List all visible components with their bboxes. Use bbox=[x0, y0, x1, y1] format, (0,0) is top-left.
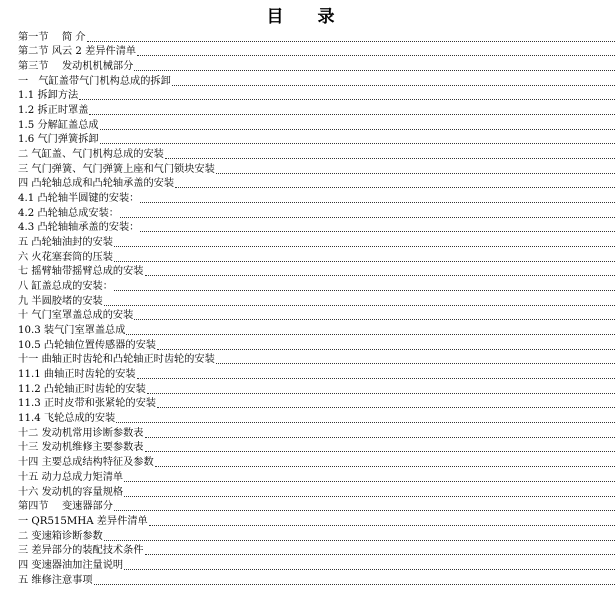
toc-entry[interactable] bbox=[18, 484, 615, 499]
dot-leader bbox=[114, 509, 615, 511]
toc-entry-label: 十三 发动机维修主要参数表 bbox=[18, 442, 144, 454]
toc-entry[interactable] bbox=[18, 58, 615, 73]
toc-entry-label: 八 缸盖总成的安装： bbox=[18, 281, 113, 293]
toc-entry-label: 第三节 发动机机械部分 bbox=[18, 61, 134, 73]
dot-leader bbox=[126, 333, 615, 335]
toc-entry[interactable] bbox=[18, 469, 615, 484]
toc-entry[interactable] bbox=[18, 205, 615, 220]
dot-leader bbox=[145, 450, 615, 452]
toc-entry-label: 11.4 飞轮总成的安装 bbox=[18, 413, 116, 425]
toc-entry[interactable] bbox=[18, 220, 615, 235]
toc-entry-label: 第一节 简 介 bbox=[18, 31, 86, 43]
toc-entry-label: 十二 发动机常用诊断参数表 bbox=[18, 427, 144, 439]
toc-entry-label: 十六 发动机的容量规格 bbox=[18, 486, 124, 498]
dot-leader bbox=[124, 495, 615, 497]
toc-entry-label: 4.2 凸轮轴总成安装： bbox=[18, 207, 119, 219]
toc-entry-label: 1.1 拆卸方法 bbox=[18, 90, 79, 102]
dot-leader bbox=[87, 40, 615, 42]
toc-entry-label: 一 气缸盖带气门机构总成的拆卸 bbox=[18, 75, 171, 87]
dot-leader bbox=[89, 113, 615, 115]
toc-entry-label: 10.5 凸轮轴位置传感器的安装 bbox=[18, 339, 156, 351]
dot-leader bbox=[124, 568, 615, 570]
toc-entry[interactable] bbox=[18, 146, 615, 161]
toc-entry[interactable] bbox=[18, 366, 615, 381]
dot-leader bbox=[100, 142, 615, 144]
toc-entry-label: 11.2 凸轮轴正时齿轮的安装 bbox=[18, 383, 146, 395]
toc-entry[interactable] bbox=[18, 499, 615, 514]
dot-leader bbox=[172, 84, 615, 86]
toc-entry[interactable] bbox=[18, 249, 615, 264]
toc-entry[interactable] bbox=[18, 352, 615, 367]
toc-entry-label: 4.1 凸轮轴半圆键的安装： bbox=[18, 193, 140, 205]
dot-leader bbox=[216, 172, 615, 174]
toc-entry-label: 4.3 凸轮轴轴承盖的安装： bbox=[18, 222, 140, 234]
dot-leader bbox=[134, 318, 615, 320]
dot-leader bbox=[114, 289, 615, 291]
toc-entry[interactable] bbox=[18, 572, 615, 587]
toc-entry[interactable] bbox=[18, 396, 615, 411]
toc-entry-label: 第二节 风云 2 差异件清单 bbox=[18, 46, 137, 58]
dot-leader bbox=[116, 421, 615, 423]
toc-entry-label: 二 气缸盖、气门机构总成的安装 bbox=[18, 149, 164, 161]
dot-leader bbox=[145, 553, 615, 555]
dot-leader bbox=[137, 377, 615, 379]
dot-leader bbox=[134, 69, 615, 71]
toc-entry-label: 十四 主要总成结构特征及参数 bbox=[18, 457, 154, 469]
toc-entry[interactable] bbox=[18, 308, 615, 323]
dot-leader bbox=[155, 465, 615, 467]
toc-entry[interactable] bbox=[18, 29, 615, 44]
toc-entry[interactable] bbox=[18, 161, 615, 176]
toc-entry-label: 11.1 曲轴正时齿轮的安装 bbox=[18, 369, 136, 381]
toc-entry[interactable] bbox=[18, 234, 615, 249]
toc-entry[interactable] bbox=[18, 278, 615, 293]
toc-entry-label: 二 变速箱诊断参数 bbox=[18, 530, 103, 542]
toc-entry-label: 1.6 气门弹簧拆卸 bbox=[18, 134, 99, 146]
dot-leader bbox=[165, 157, 615, 159]
toc-entry-label: 第四节 变速器部分 bbox=[18, 501, 113, 513]
dot-leader bbox=[137, 54, 615, 56]
dot-leader bbox=[100, 128, 615, 130]
dot-leader bbox=[104, 304, 615, 306]
dot-leader bbox=[216, 362, 615, 364]
toc-entry[interactable] bbox=[18, 117, 615, 132]
toc-entry[interactable] bbox=[18, 454, 615, 469]
dot-leader bbox=[124, 480, 615, 482]
toc-entry[interactable] bbox=[18, 264, 615, 279]
toc-entry-label: 五 维修注意事项 bbox=[18, 574, 93, 586]
toc-entry[interactable] bbox=[18, 410, 615, 425]
toc-entry-label: 十 气门室罩盖总成的安装 bbox=[18, 310, 134, 322]
toc-entry-label: 1.5 分解缸盖总成 bbox=[18, 119, 99, 131]
toc-entry-label: 三 差异部分的装配技术条件 bbox=[18, 545, 144, 557]
dot-leader bbox=[147, 392, 615, 394]
dot-leader bbox=[114, 260, 615, 262]
toc-entry[interactable] bbox=[18, 543, 615, 558]
toc-entry[interactable] bbox=[18, 322, 615, 337]
toc-entry[interactable] bbox=[18, 440, 615, 455]
toc-entry-label: 10.3 装气门室罩盖总成 bbox=[18, 325, 126, 337]
dot-leader bbox=[157, 348, 615, 350]
toc-entry[interactable] bbox=[18, 337, 615, 352]
toc-entry-label: 11.3 正时皮带和张紧轮的安装 bbox=[18, 398, 156, 410]
dot-leader bbox=[145, 274, 615, 276]
dot-leader bbox=[114, 245, 615, 247]
toc-entry-label: 七 摇臂轴带摇臂总成的安装 bbox=[18, 266, 144, 278]
toc-entry-label: 三 气门弹簧、气门弹簧上座和气门锁块安装 bbox=[18, 163, 215, 175]
toc-entry[interactable] bbox=[18, 73, 615, 88]
toc-entry-label: 四 变速器油加注量说明 bbox=[18, 559, 124, 571]
dot-leader bbox=[175, 186, 615, 188]
toc-entry[interactable] bbox=[18, 557, 615, 572]
dot-leader bbox=[120, 216, 615, 218]
toc-entry[interactable] bbox=[18, 293, 615, 308]
toc-entry[interactable] bbox=[18, 513, 615, 528]
dot-leader bbox=[79, 98, 615, 100]
toc-entry-label: 九 半圆胶堵的安装 bbox=[18, 295, 103, 307]
toc-entry[interactable] bbox=[18, 44, 615, 59]
toc-entry[interactable] bbox=[18, 528, 615, 543]
toc-entry[interactable] bbox=[18, 132, 615, 147]
toc-entry-label: 五 凸轮轴油封的安装 bbox=[18, 237, 113, 249]
dot-leader bbox=[140, 201, 615, 203]
toc-entry[interactable] bbox=[18, 425, 615, 440]
toc-entry[interactable] bbox=[18, 381, 615, 396]
dot-leader bbox=[149, 524, 615, 526]
toc-entry[interactable] bbox=[18, 190, 615, 205]
page-title: 目 录 bbox=[266, 7, 349, 27]
toc-entry-label: 四 凸轮轴总成和凸轮轴承盖的安装 bbox=[18, 178, 175, 190]
toc-entry-label: 1.2 拆正时罩盖 bbox=[18, 105, 89, 117]
dot-leader bbox=[140, 230, 615, 232]
toc-entry-label: 十一 曲轴正时齿轮和凸轮轴正时齿轮的安装 bbox=[18, 354, 215, 366]
dot-leader bbox=[104, 539, 615, 541]
toc-entry[interactable] bbox=[18, 102, 615, 117]
toc-entry-label: 一 QR515MHA 差异件清单 bbox=[18, 515, 148, 527]
dot-leader bbox=[145, 436, 615, 438]
table-of-contents bbox=[18, 29, 615, 587]
toc-entry[interactable] bbox=[18, 176, 615, 191]
toc-entry[interactable] bbox=[18, 88, 615, 103]
dot-leader bbox=[94, 583, 615, 585]
dot-leader bbox=[157, 406, 615, 408]
toc-entry-label: 十五 动力总成力矩清单 bbox=[18, 471, 124, 483]
toc-entry-label: 六 火花塞套筒的压装 bbox=[18, 251, 113, 263]
